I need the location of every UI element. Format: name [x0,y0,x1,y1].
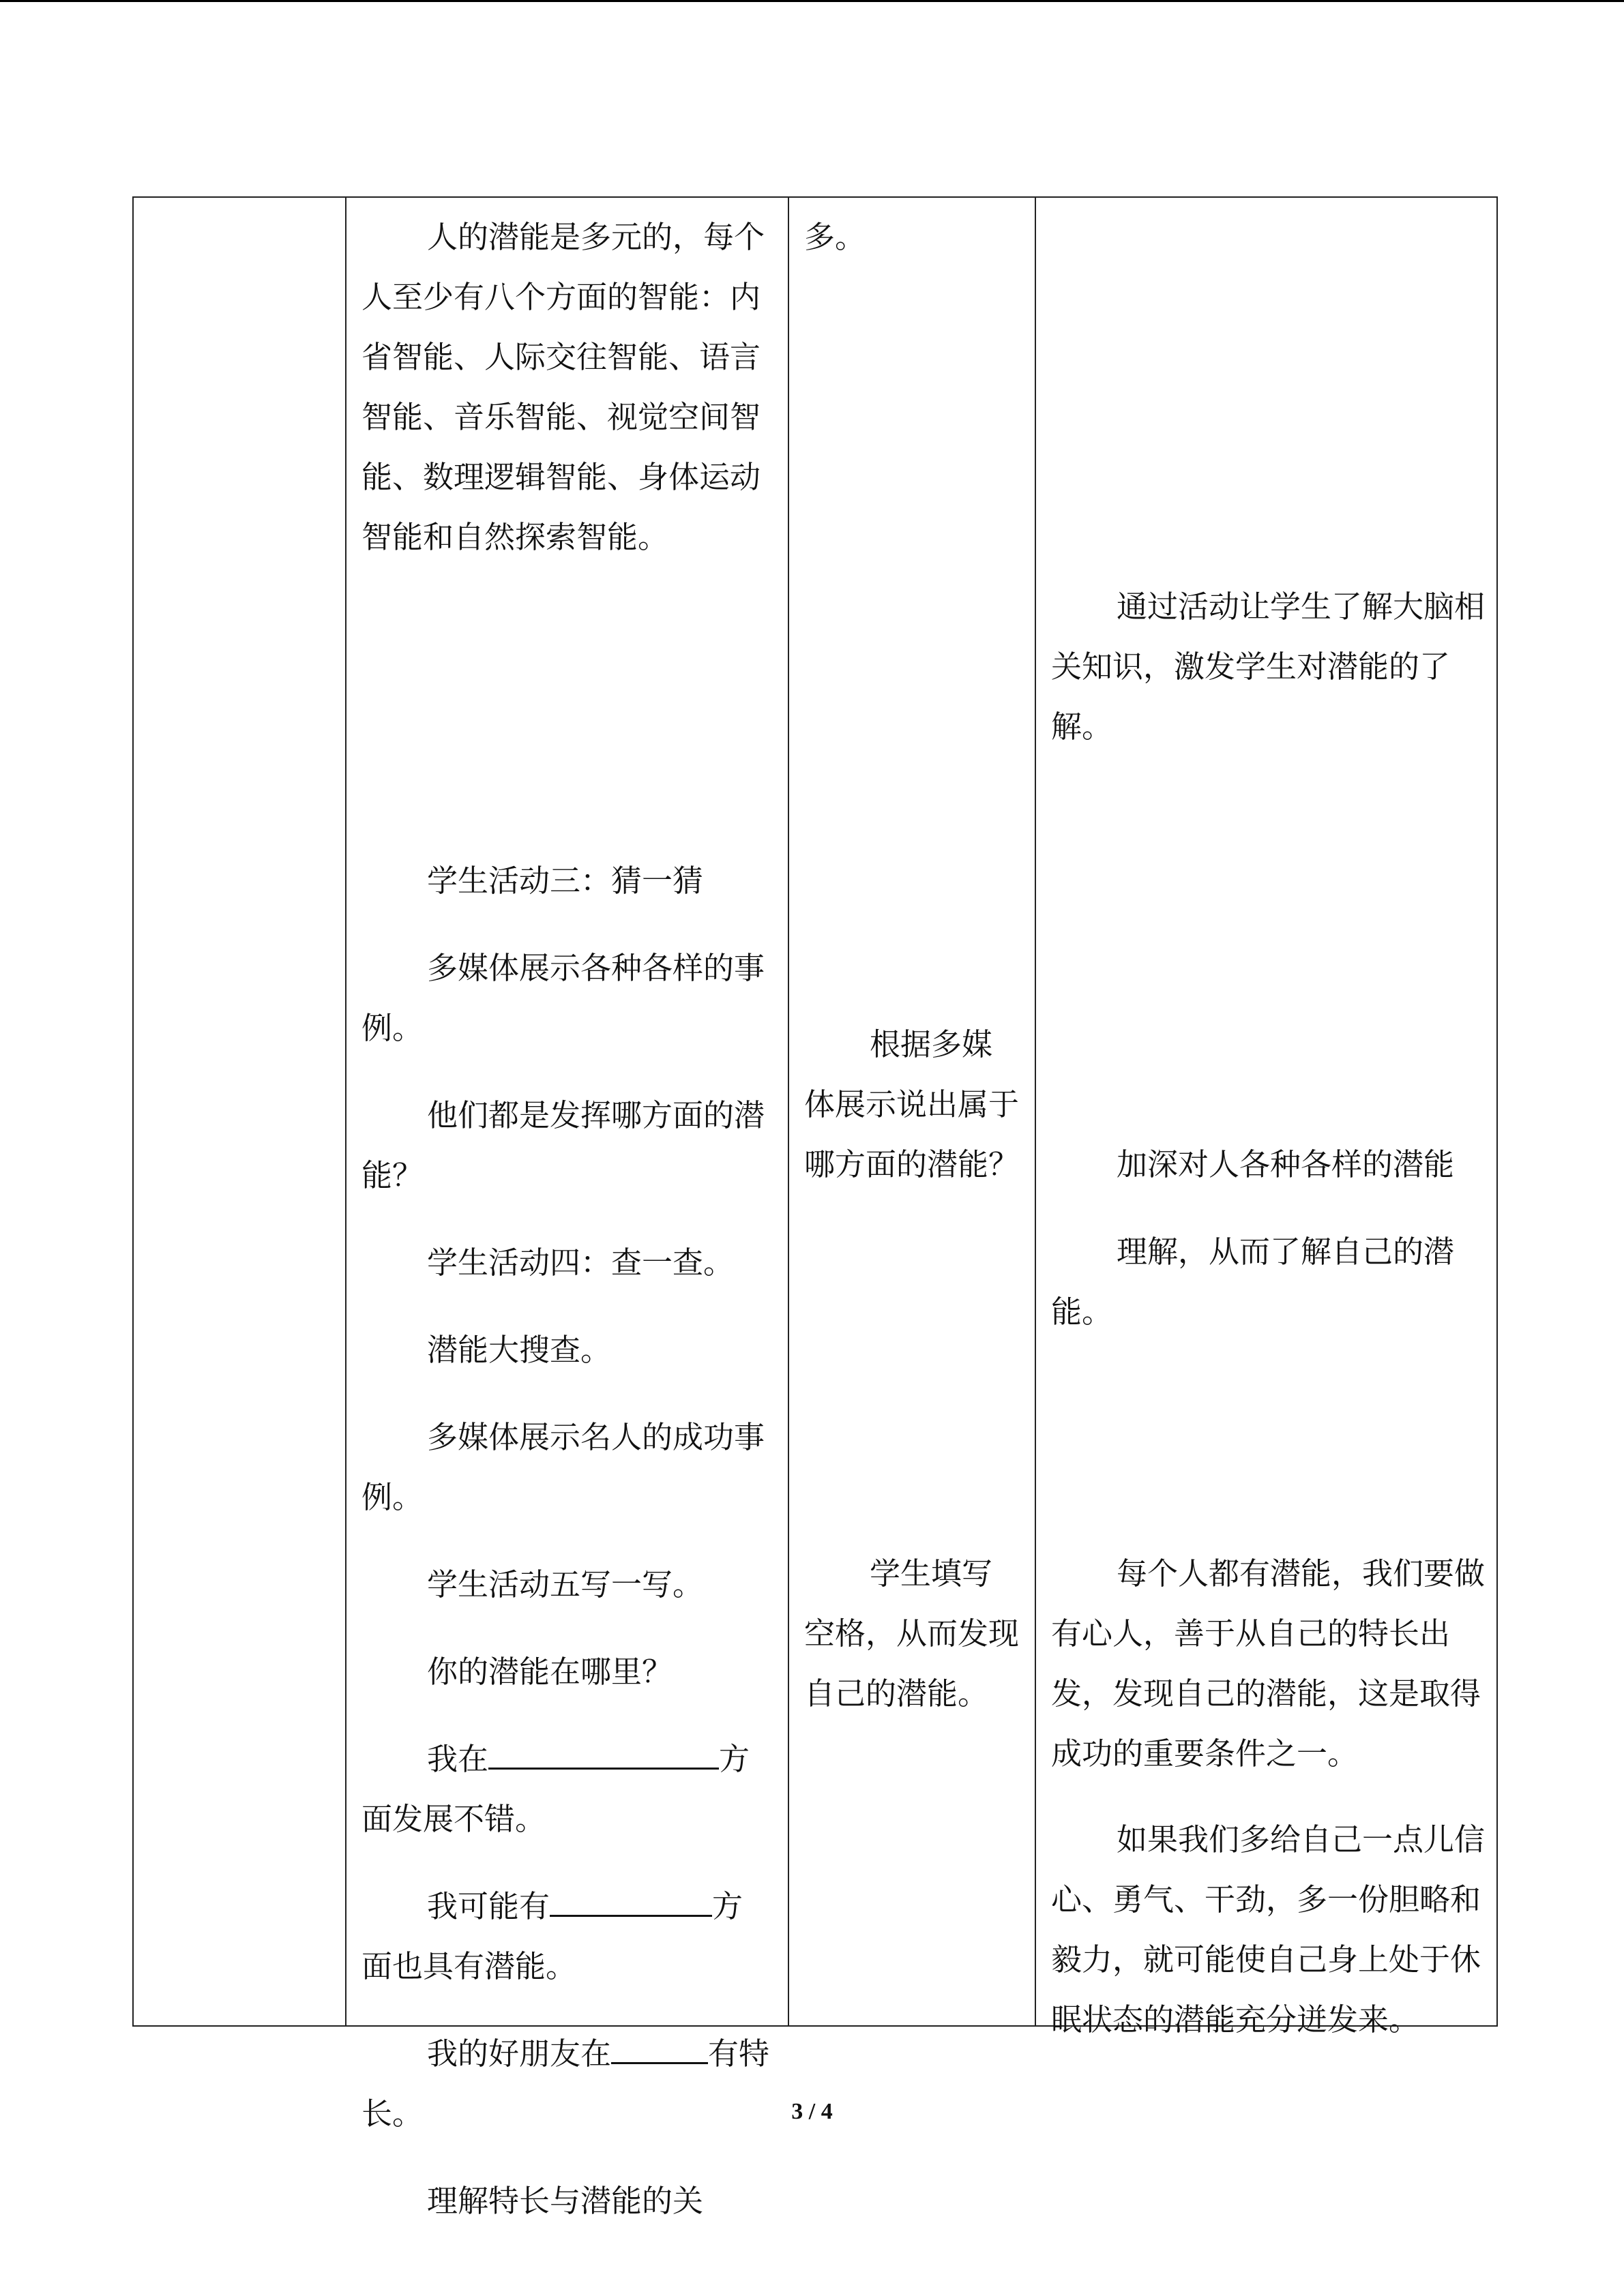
blank-line [611,2035,708,2064]
blank-line [550,1888,712,1917]
table-row [133,197,1497,2026]
top-border-line [0,0,1624,2]
design-intent-cell [1035,197,1497,2038]
identify-potential-paragraph: 根据多媒体展示说出属于哪方面的潜能？ [804,1026,1020,1182]
where-potential-question: 你的潜能在哪里？ [427,1654,673,1690]
student-activity-cell [788,197,1035,2026]
fill-in-blanks-paragraph: 学生填写空格，从而发现自己的潜能。 [804,1555,1020,1712]
continued-text: 多。 [804,219,866,255]
famous-success-paragraph: 多媒体展示名人的成功事例。 [361,1419,765,1515]
specialty-relation-paragraph: 理解特长与潜能的关 [427,2183,704,2219]
multiple-intelligences-paragraph: 人的潜能是多元的，每个人至少有八个方面的智能：内省智能、人际交往智能、语言智能、音乐智能、视觉空间智能、数理逻辑智能、身体运动智能和自然探索智能。 [361,219,765,555]
which-potential-question: 他们都是发挥哪方面的潜能？ [361,1097,765,1193]
blank-line [488,1740,719,1770]
activity-five-heading: 学生活动五写一写。 [427,1566,704,1602]
activity-three-heading: 学生活动三：猜一猜 [427,863,704,899]
fill-blank-sentence-1: 我在 方面发展不错。 [361,1741,750,1837]
page-number: 3 / 4 [791,2099,833,2124]
activity-four-heading: 学生活动四：查一查。 [427,1244,735,1281]
deepen-understanding-paragraph: 加深对人各种各样的潜能 [1117,1146,1455,1182]
fill-blank-sentence-2: 我可能有 方面也具有潜能。 [361,1888,743,1984]
fill-blank-sentence-3: 我的好朋友在 有特长。 [361,2036,770,2132]
stage-column-cell [133,197,346,2026]
teacher-activity-cell [346,197,788,2219]
confidence-courage-paragraph: 如果我们多给自己一点儿信心、勇气、干劲，多一份胆略和毅力，就可能使自己身上处于休眠状态的潜能充分迸发来。 [1051,1821,1486,2038]
multimedia-examples-paragraph: 多媒体展示各种各样的事例。 [361,950,765,1046]
potential-search-paragraph: 潜能大搜查。 [427,1332,612,1368]
brain-knowledge-paragraph: 通过活动让学生了解大脑相关知识，激发学生对潜能的了解。 [1051,588,1486,745]
everyone-has-potential-paragraph: 每个人都有潜能，我们要做有心人，善于从自己的特长出发，发现自己的潜能，这是取得成功的重要条件之一。 [1051,1555,1486,1772]
understand-self-paragraph: 理解，从而了解自己的潜能。 [1051,1234,1455,1330]
